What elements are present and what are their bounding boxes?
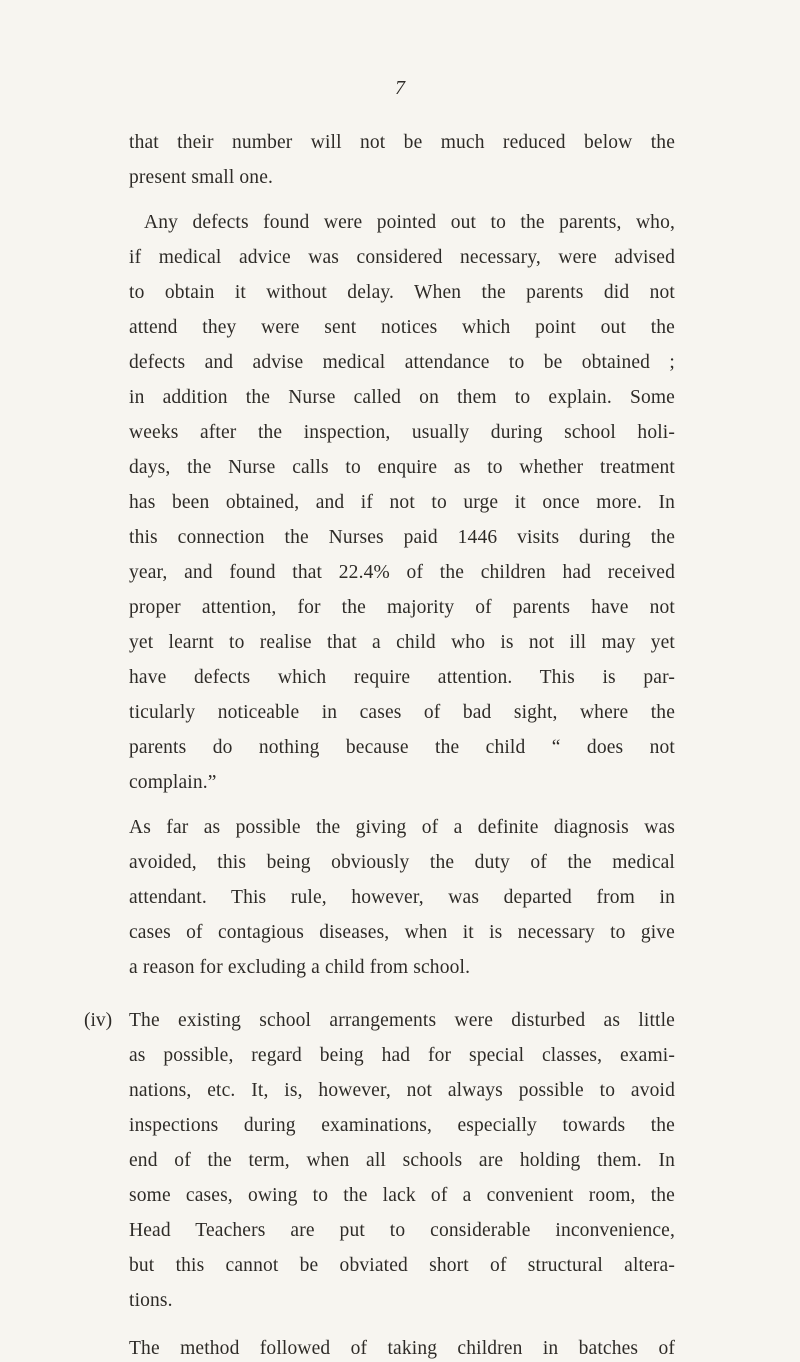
- text-line: if medical advice was considered necessary, were advised: [129, 247, 675, 268]
- text-line: As far as possible the giving of a definite diagnosis was: [129, 817, 675, 838]
- text-line: attend they were sent notices which point out the: [129, 317, 675, 338]
- text-line: some cases, owing to the lack of a convenient room, the: [129, 1185, 675, 1206]
- text-line: end of the term, when all schools are holding them. In: [129, 1150, 675, 1171]
- text-line: a reason for excluding a child from school.: [129, 957, 471, 978]
- text-line: attendant. This rule, however, was departed from in: [129, 887, 675, 908]
- text-line: has been obtained, and if not to urge it once more. In: [129, 492, 675, 513]
- text-line: The existing school arrangements were disturbed as little: [129, 1010, 675, 1031]
- text-line: this connection the Nurses paid 1446 visits during the: [129, 527, 675, 548]
- text-line: The method followed of taking children in batches of: [129, 1338, 675, 1359]
- text-line: days, the Nurse calls to enquire as to whether treatment: [129, 457, 675, 478]
- text-line: avoided, this being obviously the duty of the medical: [129, 852, 675, 873]
- text-line: year, and found that 22.4% of the children had received: [129, 562, 675, 583]
- text-line: nations, etc. It, is, however, not always possible to avoid: [129, 1080, 675, 1101]
- text-line: weeks after the inspection, usually during school holi-: [129, 422, 675, 443]
- text-line: to obtain it without delay. When the parents did not: [129, 282, 675, 303]
- text-line: defects and advise medical attendance to be obtained ;: [129, 352, 675, 373]
- page-number: 7: [395, 77, 405, 99]
- text-line: inspections during examinations, especially towards the: [129, 1115, 675, 1136]
- text-line: as possible, regard being had for special classes, exami-: [129, 1045, 675, 1066]
- text-line: but this cannot be obviated short of structural altera-: [129, 1255, 675, 1276]
- text-line: tions.: [129, 1290, 173, 1311]
- text-line: ticularly noticeable in cases of bad sight, where the: [129, 702, 675, 723]
- text-line: Head Teachers are put to considerable inconvenience,: [129, 1220, 675, 1241]
- text-line: parents do nothing because the child “ does not: [129, 737, 675, 758]
- text-line: that their number will not be much reduced below the: [129, 132, 675, 153]
- text-line: have defects which require attention. This is par-: [129, 667, 675, 688]
- text-line: present small one.: [129, 167, 274, 188]
- text-line: in addition the Nurse called on them to explain. Some: [129, 387, 675, 408]
- text-line: yet learnt to realise that a child who is not ill may yet: [129, 632, 675, 653]
- text-line: complain.”: [129, 772, 217, 793]
- text-line: cases of contagious diseases, when it is necessary to give: [129, 922, 675, 943]
- section-label: (iv): [84, 1010, 113, 1031]
- text-line: Any defects found were pointed out to the parents, who,: [144, 212, 675, 233]
- text-line: proper attention, for the majority of parents have not: [129, 597, 675, 618]
